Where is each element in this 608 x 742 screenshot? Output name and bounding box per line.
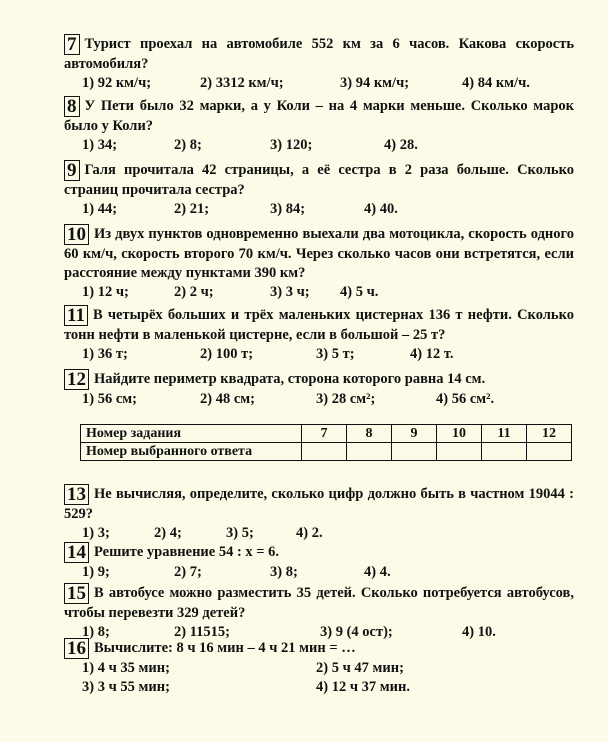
option-4[interactable]: 4) 40.	[364, 201, 398, 217]
question-text: Вычислите: 8 ч 16 мин – 4 ч 21 мин = …	[94, 640, 356, 656]
option-4[interactable]: 4) 4.	[364, 564, 391, 580]
option-1[interactable]: 1) 9;	[82, 564, 110, 580]
option-3[interactable]: 3) 84;	[270, 201, 306, 217]
column-header: 10	[437, 425, 482, 443]
option-3[interactable]: 3) 8;	[270, 564, 298, 580]
option-3[interactable]: 3) 120;	[270, 137, 313, 153]
table-row	[81, 443, 572, 461]
column-header: 12	[527, 425, 572, 443]
option-3[interactable]: 3) 5;	[226, 525, 254, 541]
question-9	[64, 160, 574, 219]
answer-options	[64, 200, 574, 219]
question-12	[64, 369, 574, 409]
option-4[interactable]: 4) 56 см².	[436, 391, 495, 407]
answer-options	[64, 678, 574, 697]
option-3[interactable]: 3) 28 см²;	[316, 391, 376, 407]
question-text: Галя прочитала 42 страницы, а её сестра в 2 раза больше. Сколько страниц прочитала сестра?	[64, 162, 574, 198]
option-1[interactable]: 1) 4 ч 35 мин;	[82, 660, 170, 676]
option-2[interactable]: 2) 4;	[154, 525, 182, 541]
question-11	[64, 305, 574, 364]
answer-cell[interactable]	[347, 443, 392, 461]
option-1[interactable]: 1) 34;	[82, 137, 118, 153]
answer-options	[64, 390, 574, 409]
question-text: В автобусе можно разместить 35 детей. Сколько потребуется автобусов, чтобы перевезти 329 детей?	[64, 585, 574, 621]
question-text: Не вычисляя, определите, сколько цифр должно быть в частном 19044 : 529?	[64, 486, 574, 522]
question-15	[64, 583, 574, 642]
answer-options	[64, 136, 574, 155]
option-2[interactable]: 2) 2 ч;	[174, 284, 214, 300]
question-8	[64, 96, 574, 155]
selected-answer-label: Номер выбранного ответа	[81, 443, 302, 461]
option-1[interactable]: 1) 92 км/ч;	[82, 75, 152, 91]
question-number: 16	[64, 638, 89, 659]
option-1[interactable]: 1) 3;	[82, 525, 110, 541]
option-4[interactable]: 4) 5 ч.	[340, 284, 379, 300]
answer-cell[interactable]	[392, 443, 437, 461]
answer-options	[64, 345, 574, 364]
question-number: 11	[64, 305, 88, 326]
option-3[interactable]: 3) 3 ч 55 мин;	[82, 679, 170, 695]
answer-cell[interactable]	[527, 443, 572, 461]
question-number: 7	[64, 34, 80, 55]
question-14	[64, 542, 574, 582]
option-4[interactable]: 4) 12 т.	[410, 346, 454, 362]
option-2[interactable]: 2) 21;	[174, 201, 210, 217]
answer-cell[interactable]	[437, 443, 482, 461]
question-text: Из двух пунктов одновременно выехали два мотоцикла, скорость одного 60 км/ч, скорость второго 70 км/ч. Через сколько часов они встретятся, если расстояние между пунктами 390 км?	[64, 226, 574, 281]
column-header: 7	[302, 425, 347, 443]
question-number: 9	[64, 160, 80, 181]
question-10	[64, 224, 574, 302]
question-7	[64, 34, 574, 93]
question-number: 10	[64, 224, 89, 245]
answer-options	[64, 74, 574, 93]
option-2[interactable]: 2) 11515;	[174, 624, 230, 640]
question-16	[64, 638, 574, 697]
option-3[interactable]: 3) 9 (4 ост);	[320, 624, 393, 640]
option-1[interactable]: 1) 36 т;	[82, 346, 128, 362]
option-4[interactable]: 4) 2.	[296, 525, 323, 541]
option-1[interactable]: 1) 44;	[82, 201, 118, 217]
answer-options	[64, 524, 574, 543]
option-1[interactable]: 1) 56 см;	[82, 391, 137, 407]
question-text: В четырёх больших и трёх маленьких цистернах 136 т нефти. Сколько тонн нефти в маленькой цистерне, если в большой – 25 т?	[64, 307, 574, 343]
answer-cell[interactable]	[482, 443, 527, 461]
answer-table	[80, 424, 572, 461]
question-number: 14	[64, 542, 89, 563]
column-header: 9	[392, 425, 437, 443]
answer-options	[64, 659, 574, 678]
question-number: 12	[64, 369, 89, 390]
option-3[interactable]: 3) 94 км/ч;	[340, 75, 410, 91]
option-4[interactable]: 4) 84 км/ч.	[462, 75, 530, 91]
answer-options	[64, 563, 574, 582]
task-number-label: Номер задания	[81, 425, 302, 443]
option-3[interactable]: 3) 3 ч;	[270, 284, 310, 300]
column-header: 8	[347, 425, 392, 443]
option-2[interactable]: 2) 48 см;	[200, 391, 255, 407]
question-number: 8	[64, 96, 80, 117]
question-13	[64, 484, 574, 543]
option-1[interactable]: 1) 8;	[82, 624, 110, 640]
question-number: 15	[64, 583, 89, 604]
option-3[interactable]: 3) 5 т;	[316, 346, 355, 362]
answer-options	[64, 283, 574, 302]
answer-cell[interactable]	[302, 443, 347, 461]
option-2[interactable]: 2) 8;	[174, 137, 202, 153]
question-text: Решите уравнение 54 : x = 6.	[94, 544, 280, 560]
column-header: 11	[482, 425, 527, 443]
option-4[interactable]: 4) 12 ч 37 мин.	[316, 679, 410, 695]
option-2[interactable]: 2) 3312 км/ч;	[200, 75, 284, 91]
option-4[interactable]: 4) 10.	[462, 624, 496, 640]
option-1[interactable]: 1) 12 ч;	[82, 284, 129, 300]
question-text: Найдите периметр квадрата, сторона которого равна 14 см.	[94, 371, 486, 387]
option-2[interactable]: 2) 7;	[174, 564, 202, 580]
question-text: Турист проехал на автомобиле 552 км за 6 часов. Какова скорость автомобиля?	[64, 36, 574, 72]
option-2[interactable]: 2) 5 ч 47 мин;	[316, 660, 404, 676]
option-4[interactable]: 4) 28.	[384, 137, 418, 153]
question-number: 13	[64, 484, 89, 505]
question-text: У Пети было 32 марки, а у Коли – на 4 марки меньше. Сколько марок было у Коли?	[64, 98, 574, 134]
option-2[interactable]: 2) 100 т;	[200, 346, 254, 362]
table-row	[81, 425, 572, 443]
